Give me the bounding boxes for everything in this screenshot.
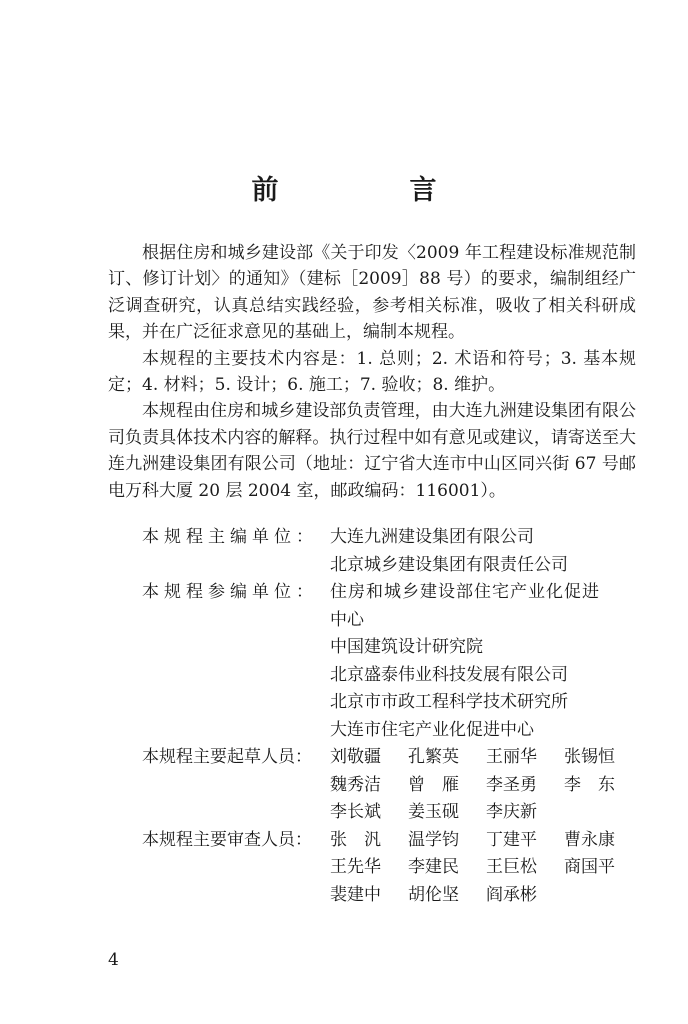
drafter-name: 李庆新 (486, 802, 537, 822)
drafter-name: 李长斌 (330, 802, 381, 822)
participating-unit: 住房和城乡建设部住宅产业化促进 (330, 582, 600, 602)
reviewers-row (108, 827, 648, 910)
participating-unit: 中心 (330, 609, 364, 630)
drafter-name: 王丽华 (486, 747, 537, 767)
reviewer-name: 阎承彬 (486, 884, 537, 905)
paragraph-basis: 根据住房和城乡建设部《关于印发〈2009 年工程建设标准规范制订、修订计划〉的通知》（建标［2009］88 号）的要求，编制组经广泛调查研究，认真总结实践经验，参考相关标准，吸收了相关科研成果，并在广泛征求意见的基础上，编制本规程。 (108, 243, 636, 343)
chief-unit: 大连九洲建设集团有限公司 (330, 527, 534, 547)
drafter-name: 魏秀洁 (330, 774, 381, 795)
participating-units-row (108, 579, 648, 744)
reviewer-name: 曹永康 (564, 829, 615, 850)
reviewer-name: 裴建中 (330, 884, 381, 905)
page-title: 前 言 (251, 175, 489, 206)
drafter-name: 李 东 (564, 774, 615, 795)
chief-units-row (108, 524, 648, 579)
reviewers-list (330, 827, 648, 910)
drafter-name: 李圣勇 (486, 774, 537, 795)
chief-units-list (330, 524, 648, 579)
participating-units-list (330, 579, 648, 744)
paragraph-management: 本规程由住房和城乡建设部负责管理，由大连九洲建设集团有限公司负责具体技术内容的解释。执行过程中如有意见或建议，请寄送至大连九洲建设集团有限公司（地址：辽宁省大连市中山区同兴街 67 号邮电万科大厦 20 层 2004 室，邮政编码：116001）。 (108, 401, 636, 501)
drafter-name: 刘敬疆 (330, 747, 381, 767)
contributors-section (108, 524, 648, 909)
reviewer-name: 温学钧 (408, 829, 459, 850)
drafters-row (108, 744, 648, 827)
chief-unit: 北京城乡建设集团有限责任公司 (330, 554, 568, 575)
reviewer-name: 张 汎 (330, 829, 381, 850)
drafters-label: 本规程主要起草人员： (142, 747, 312, 767)
paragraph-contents: 本规程的主要技术内容是：1. 总则；2. 术语和符号；3. 基本规定；4. 材料；5. 设计；6. 施工；7. 验收；8. 维护。 (108, 348, 636, 396)
participating-unit: 北京市市政工程科学技术研究所 (330, 692, 568, 712)
drafters-list (330, 744, 648, 827)
reviewer-name: 王先华 (330, 857, 381, 877)
drafter-name: 张锡恒 (564, 747, 615, 767)
chief-units-label: 本规程主编单位： (142, 527, 318, 547)
page-number: 4 (108, 950, 119, 970)
participating-units-label: 本规程参编单位： (142, 582, 318, 602)
drafter-name: 曾 雁 (408, 774, 459, 795)
reviewer-name: 商国平 (564, 857, 615, 877)
drafter-name: 姜玉砚 (408, 802, 459, 822)
reviewers-label: 本规程主要审查人员： (142, 829, 312, 850)
preface-body (108, 240, 636, 504)
drafter-name: 孔繁英 (408, 747, 459, 767)
reviewer-name: 胡伦坚 (408, 884, 459, 905)
participating-unit: 大连市住宅产业化促进中心 (330, 719, 534, 740)
reviewer-name: 李建民 (408, 857, 459, 877)
reviewer-name: 丁建平 (486, 829, 537, 850)
participating-unit: 北京盛泰伟业科技发展有限公司 (330, 664, 568, 685)
participating-unit: 中国建筑设计研究院 (330, 637, 483, 657)
reviewer-name: 王巨松 (486, 857, 537, 877)
